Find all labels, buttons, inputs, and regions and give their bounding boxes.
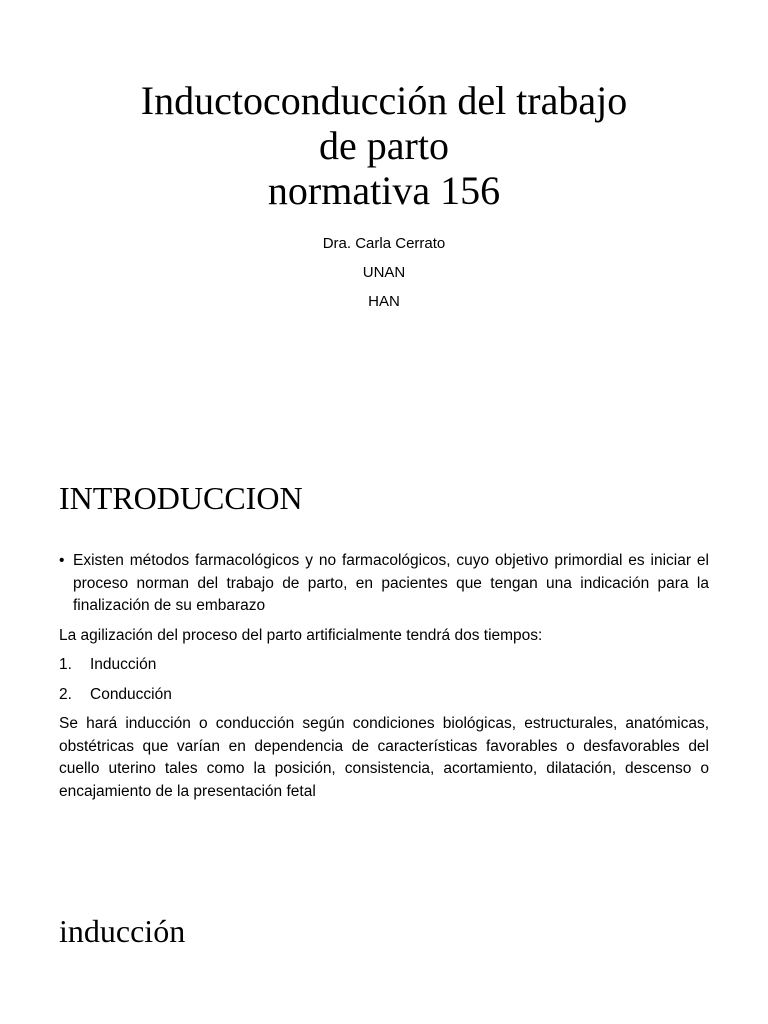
list-text: Inducción: [90, 656, 157, 673]
list-text: Conducción: [90, 685, 172, 703]
induccion-heading: inducción: [59, 913, 186, 949]
introduction-slide: [0, 420, 768, 860]
numbered-list-item: [59, 684, 709, 707]
hospital-name: HAN: [368, 293, 400, 310]
title-line: normativa 156: [267, 168, 501, 213]
numbered-list-item: [59, 654, 709, 677]
bullet-point: • Existen métodos farmacológicos y no farmacológicos, cuyo objetivo primordial es iniciar el proceso norman del trabajo de parto, en pacientes que tengan una indicación para la finalización de su embarazo: [59, 550, 709, 618]
introduction-heading: INTRODUCCION: [59, 480, 303, 516]
title-slide: [0, 0, 768, 420]
induccion-slide: [0, 860, 768, 1024]
lead-paragraph: La agilización del proceso del parto artificialmente tendrá dos tiempos:: [59, 626, 543, 644]
presentation-title: [40, 78, 728, 213]
list-number: 1.: [59, 656, 72, 673]
introduction-body: [59, 550, 709, 810]
presentation-subtitle: [0, 229, 768, 316]
title-line: Inductoconducción del trabajo: [140, 78, 628, 123]
institution-name: UNAN: [362, 264, 406, 281]
author-name: Dra. Carla Cerrato: [322, 235, 446, 252]
title-line: de parto: [319, 123, 449, 168]
closing-paragraph: Se hará inducción o conducción según condiciones biológicas, estructurales, anatómicas, obstétricas que varían en dependencia de características favorables o desfavorables del cuello uterino tales como la posición, consistencia, acortamiento, dilatación, descenso o encajamiento de la presentación fetal: [59, 715, 709, 800]
list-number: 2.: [59, 685, 72, 703]
